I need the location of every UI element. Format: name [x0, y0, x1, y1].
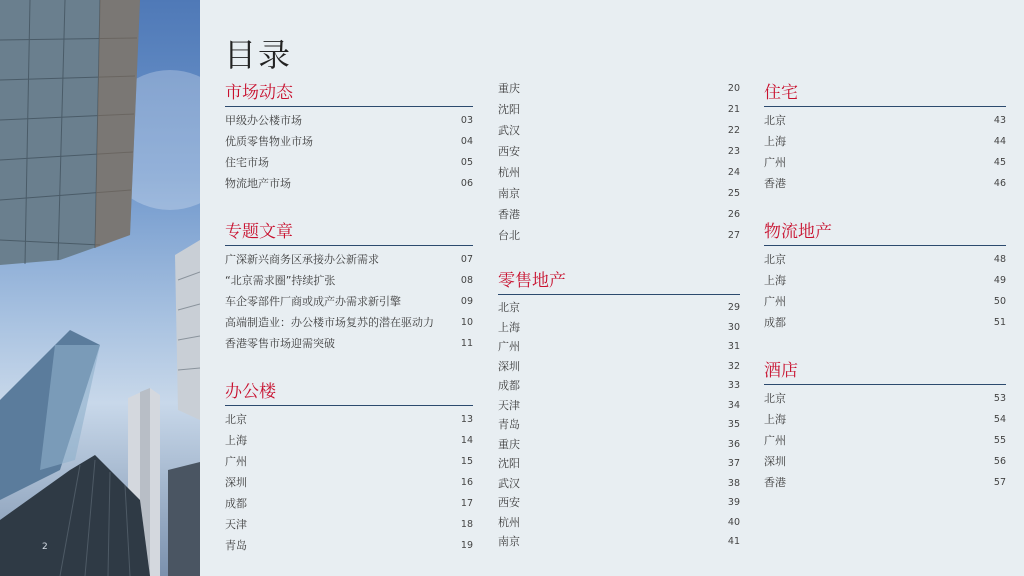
entry-page: 34 — [727, 399, 740, 411]
page-number: 2 — [42, 542, 48, 552]
toc-column-middle — [498, 78, 740, 552]
section-retail — [498, 270, 740, 552]
toc-entry[interactable] — [498, 225, 740, 246]
entry-page: 21 — [727, 104, 740, 115]
entry-page: 43 — [993, 115, 1006, 126]
toc-entry[interactable] — [225, 131, 473, 152]
entry-page: 56 — [993, 456, 1006, 467]
toc-entry[interactable] — [498, 318, 740, 338]
toc-entry[interactable] — [498, 513, 740, 533]
entry-page: 44 — [993, 136, 1006, 147]
entry-label: 杭州 — [498, 166, 520, 179]
entry-page: 18 — [460, 519, 473, 530]
toc-entry[interactable] — [498, 376, 740, 396]
entry-label: 香港 — [498, 208, 520, 221]
entry-label: 广州 — [225, 455, 247, 468]
toc-entry[interactable] — [498, 183, 740, 204]
toc-entry[interactable] — [498, 357, 740, 377]
toc-entry[interactable] — [225, 152, 473, 173]
entry-label: 上海 — [764, 274, 786, 287]
entry-page: 46 — [993, 178, 1006, 189]
section-title: 住宅 — [764, 82, 1006, 107]
toc-entry[interactable] — [498, 396, 740, 416]
toc-entry[interactable] — [498, 532, 740, 552]
entry-label: 重庆 — [498, 437, 520, 451]
entry-page: 09 — [460, 296, 473, 307]
entry-label: 广州 — [764, 156, 786, 169]
entry-label: 车企零部件厂商或成产办需求新引擎 — [225, 295, 401, 308]
entry-page: 11 — [460, 338, 473, 349]
toc-entry[interactable] — [764, 451, 1006, 472]
entry-label: 重庆 — [498, 82, 520, 95]
entry-page: 40 — [727, 516, 740, 528]
entry-page: 39 — [727, 497, 740, 508]
section-title: 零售地产 — [498, 270, 740, 295]
toc-entry[interactable] — [764, 173, 1006, 194]
toc-entry[interactable] — [764, 270, 1006, 291]
toc-entry[interactable] — [498, 435, 740, 455]
toc-entry[interactable] — [225, 409, 473, 430]
toc-entry[interactable] — [225, 451, 473, 472]
toc-entry[interactable] — [498, 454, 740, 474]
entry-page: 29 — [727, 302, 740, 313]
toc-entry[interactable] — [764, 409, 1006, 430]
entry-label: 上海 — [764, 413, 786, 426]
toc-entry[interactable] — [225, 270, 473, 291]
toc-entry[interactable] — [764, 312, 1006, 333]
page-title: 目录 — [224, 36, 293, 74]
skyscraper-illustration — [0, 0, 200, 576]
toc-entry[interactable] — [764, 388, 1006, 409]
entry-label: 成都 — [764, 316, 786, 329]
toc-column-right — [764, 82, 1006, 493]
toc-entry[interactable] — [764, 110, 1006, 131]
toc-entry[interactable] — [225, 535, 473, 556]
entry-page: 31 — [727, 341, 740, 352]
entry-label: 上海 — [498, 320, 520, 334]
entry-page: 48 — [993, 254, 1006, 265]
entry-page: 53 — [993, 393, 1006, 404]
section-office-continued — [498, 78, 740, 246]
toc-entry[interactable] — [225, 333, 473, 354]
entry-page: 30 — [727, 321, 740, 333]
entry-page: 50 — [993, 296, 1006, 307]
toc-entry[interactable] — [764, 291, 1006, 312]
entry-page: 35 — [727, 419, 740, 430]
entry-page: 38 — [727, 477, 740, 489]
entry-label: 沈阳 — [498, 457, 520, 470]
toc-entry[interactable] — [764, 472, 1006, 493]
toc-entry[interactable] — [498, 474, 740, 494]
entry-page: 33 — [727, 380, 740, 391]
entry-label: 西安 — [498, 496, 520, 509]
toc-entry[interactable] — [498, 204, 740, 225]
entry-label: 天津 — [225, 518, 247, 531]
entry-label: 广深新兴商务区承接办公新需求 — [225, 253, 379, 266]
entry-page: 45 — [993, 157, 1006, 168]
entry-page: 06 — [460, 178, 473, 189]
entry-label: 深圳 — [764, 455, 786, 468]
entry-label: 北京 — [498, 301, 520, 314]
entry-page: 26 — [727, 209, 740, 220]
entry-page: 16 — [460, 477, 473, 488]
toc-entry[interactable] — [498, 493, 740, 513]
entry-page: 13 — [460, 414, 473, 425]
entry-label: 优质零售物业市场 — [225, 135, 313, 148]
entry-label: 成都 — [498, 379, 520, 392]
section-title: 物流地产 — [764, 221, 1006, 246]
entry-label: 广州 — [498, 340, 520, 353]
entry-label: 深圳 — [225, 476, 247, 489]
entry-label: 成都 — [225, 497, 247, 510]
entry-label: 上海 — [764, 135, 786, 148]
toc-entry[interactable] — [498, 337, 740, 357]
entry-label: 香港零售市场迎需突破 — [225, 337, 335, 350]
toc-column-left — [225, 82, 473, 556]
entry-page: 37 — [727, 458, 740, 469]
entry-label: 广州 — [764, 434, 786, 447]
toc-entry[interactable] — [225, 514, 473, 535]
entry-page: 23 — [727, 146, 740, 157]
entry-label: 青岛 — [225, 539, 247, 552]
toc-entry[interactable] — [498, 120, 740, 141]
entry-page: 55 — [993, 435, 1006, 446]
toc-entry[interactable] — [498, 415, 740, 435]
entry-label: “北京需求圈”持续扩张 — [225, 274, 336, 287]
entry-label: 北京 — [225, 413, 247, 426]
entry-page: 07 — [460, 254, 473, 265]
cover-photo — [0, 0, 200, 576]
entry-page: 10 — [460, 317, 473, 328]
entry-label: 南京 — [498, 535, 520, 548]
entry-page: 19 — [460, 540, 473, 551]
entry-page: 08 — [460, 275, 473, 286]
toc-entry[interactable] — [225, 430, 473, 451]
toc-entry[interactable] — [764, 131, 1006, 152]
entry-page: 20 — [727, 83, 740, 94]
toc-entry[interactable] — [764, 430, 1006, 451]
section-features — [225, 221, 473, 354]
section-hotel — [764, 360, 1006, 493]
entry-page: 36 — [727, 438, 740, 450]
section-title: 酒店 — [764, 360, 1006, 385]
entry-label: 香港 — [764, 177, 786, 190]
entry-label: 武汉 — [498, 124, 520, 137]
entry-page: 15 — [460, 456, 473, 467]
section-logistics — [764, 221, 1006, 333]
entry-page: 03 — [460, 115, 473, 126]
entry-label: 住宅市场 — [225, 156, 269, 169]
entry-page: 27 — [727, 230, 740, 241]
entry-page: 05 — [460, 157, 473, 168]
entry-label: 南京 — [498, 187, 520, 200]
entry-page: 04 — [460, 136, 473, 147]
toc-entry[interactable] — [764, 249, 1006, 270]
entry-label: 西安 — [498, 145, 520, 158]
toc-entry[interactable] — [225, 472, 473, 493]
toc-entry[interactable] — [225, 291, 473, 312]
toc-entry[interactable] — [498, 99, 740, 120]
entry-page: 32 — [727, 360, 740, 372]
entry-label: 物流地产市场 — [225, 177, 291, 190]
toc-entry[interactable] — [225, 312, 473, 333]
entry-page: 54 — [993, 414, 1006, 425]
entry-label: 上海 — [225, 434, 247, 447]
toc-entry[interactable] — [225, 173, 473, 194]
section-residential — [764, 82, 1006, 194]
entry-label: 沈阳 — [498, 103, 520, 116]
entry-page: 41 — [727, 536, 740, 547]
entry-label: 杭州 — [498, 515, 520, 529]
entry-label: 武汉 — [498, 476, 520, 490]
toc-entry[interactable] — [498, 162, 740, 183]
section-office — [225, 381, 473, 556]
section-title: 办公楼 — [225, 381, 473, 406]
entry-page: 22 — [727, 125, 740, 136]
entry-page: 14 — [460, 435, 473, 446]
toc-entry[interactable] — [225, 493, 473, 514]
entry-label: 甲级办公楼市场 — [225, 114, 302, 127]
toc-entry[interactable] — [764, 152, 1006, 173]
toc-entry[interactable] — [498, 298, 740, 318]
entry-label: 香港 — [764, 476, 786, 489]
entry-label: 天津 — [498, 398, 520, 412]
entry-label: 高端制造业：办公楼市场复苏的潜在驱动力 — [225, 316, 434, 329]
entry-page: 51 — [993, 317, 1006, 328]
entry-label: 青岛 — [498, 418, 520, 431]
toc-entry[interactable] — [498, 78, 740, 99]
section-market — [225, 82, 473, 194]
entry-page: 57 — [993, 477, 1006, 488]
entry-page: 17 — [460, 498, 473, 509]
entry-page: 24 — [727, 167, 740, 178]
entry-page: 49 — [993, 275, 1006, 286]
section-title: 专题文章 — [225, 221, 473, 246]
entry-label: 北京 — [764, 253, 786, 266]
entry-label: 深圳 — [498, 359, 520, 373]
section-title: 市场动态 — [225, 82, 473, 107]
toc-content — [200, 0, 1024, 576]
toc-entry[interactable] — [225, 110, 473, 131]
entry-label: 广州 — [764, 295, 786, 308]
entry-label: 台北 — [498, 229, 520, 242]
toc-entry[interactable] — [498, 141, 740, 162]
entry-label: 北京 — [764, 114, 786, 127]
entry-label: 北京 — [764, 392, 786, 405]
entry-page: 25 — [727, 188, 740, 199]
toc-entry[interactable] — [225, 249, 473, 270]
